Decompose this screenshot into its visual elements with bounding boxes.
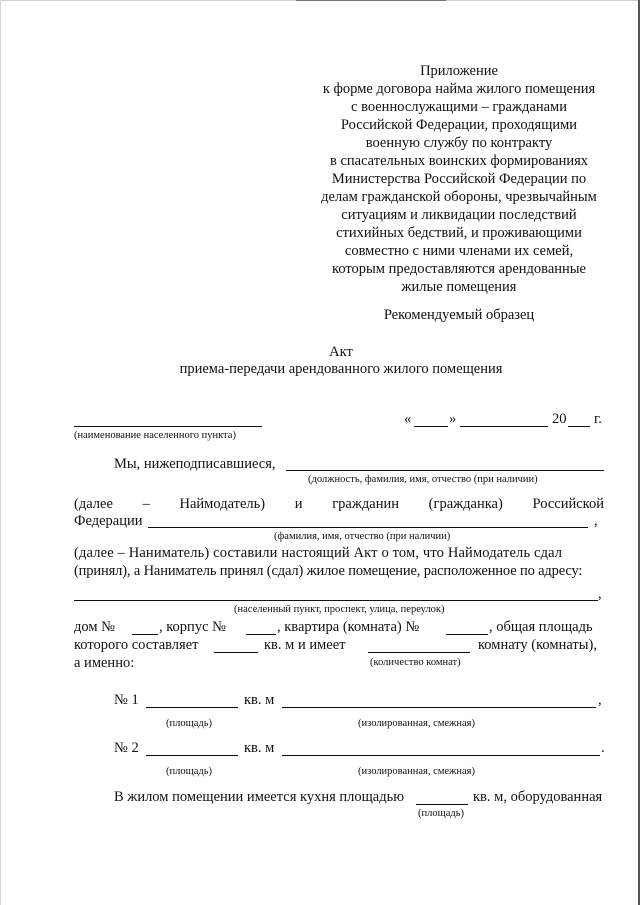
room1-comma: , — [598, 692, 602, 708]
room2-type-caption: (изолированная, смежная) — [358, 766, 475, 777]
header-line: военную службу по контракту — [365, 135, 553, 151]
house-number-field[interactable] — [132, 634, 158, 635]
date-quote-close: » — [449, 411, 457, 427]
total-area-label: , общая площадь — [489, 619, 593, 635]
scan-top-mark — [296, 0, 446, 1]
korpus-field[interactable] — [246, 634, 276, 635]
year-suffix: г. — [594, 411, 602, 427]
act-title: Акт — [329, 344, 353, 360]
room1-type-field[interactable] — [282, 707, 596, 708]
header-line: Министерства Российской Федерации по — [331, 171, 587, 187]
which-is-label: которого составляет — [74, 637, 199, 653]
rooms-caption: (количество комнат) — [370, 657, 461, 668]
fio-caption: (фамилия, имя, отчество (при наличии) — [274, 531, 451, 542]
scan-left-edge — [0, 0, 1, 905]
room2-area-field[interactable] — [146, 755, 238, 756]
year-prefix: 20 — [552, 411, 567, 427]
header-line: к форме договора найма жилого помещения — [322, 81, 596, 97]
header-line: жилые помещения — [401, 279, 517, 295]
apartment-label: , квартира (комната) № — [277, 619, 420, 635]
act-statement-line1: (далее – Наниматель) составили настоящий Акт о том, что Наймодатель сдал — [74, 545, 563, 561]
header-line: Приложение — [420, 63, 498, 79]
address-comma: , — [598, 586, 602, 602]
we-signed-text: Мы, нижеподписавшиеся, — [114, 456, 276, 472]
landlord-line — [74, 495, 604, 513]
room2-area-caption: (площадь) — [166, 766, 212, 777]
appendix-header — [300, 62, 618, 296]
total-area-field[interactable] — [214, 652, 258, 653]
kitchen-area-caption: (площадь) — [418, 808, 464, 819]
rooms-count-field[interactable] — [368, 652, 470, 653]
sample-note: Рекомендуемый образец — [383, 307, 535, 323]
year-field[interactable] — [568, 426, 590, 427]
tenant-name-field[interactable] — [148, 527, 588, 528]
comma: , — [594, 513, 598, 529]
place-field[interactable] — [74, 426, 262, 427]
sqm-has-label: кв. м и имеет — [264, 637, 346, 653]
landlord-word: Наймодатель) — [179, 496, 266, 512]
apartment-field[interactable] — [446, 634, 488, 635]
room2-period: . — [601, 740, 605, 756]
house-label: дом № — [74, 619, 115, 635]
month-field[interactable] — [460, 426, 548, 427]
address-caption: (населенный пункт, проспект, улица, переулок) — [234, 604, 445, 615]
place-caption: (наименование населенного пункта) — [74, 430, 236, 441]
room1-sqm: кв. м — [244, 692, 275, 708]
header-line: с военнослужащими – гражданами — [351, 99, 567, 115]
room2-sqm: кв. м — [244, 740, 275, 756]
korpus-label: , корпус № — [159, 619, 226, 635]
position-caption: (должность, фамилия, имя, отчество (при наличии) — [308, 474, 538, 485]
header-line: стихийных бедствий, и проживающими — [336, 225, 582, 241]
header-line: которым предоставляются арендованные — [332, 261, 586, 277]
room1-number: № 1 — [114, 692, 139, 708]
header-line: совместно с ними членами их семей, — [344, 243, 574, 259]
room2-type-field[interactable] — [282, 755, 600, 756]
room1-area-caption: (площадь) — [166, 718, 212, 729]
header-line: в спасательных воинских формированиях — [329, 153, 589, 169]
header-line: Российской Федерации, проходящими — [340, 117, 578, 133]
landlord-word: и — [294, 496, 303, 512]
landlord-name-field[interactable] — [286, 470, 604, 471]
header-line: делам гражданской обороны, чрезвычайным — [321, 189, 597, 205]
federation-text: Федерации — [74, 513, 143, 529]
kitchen-area-field[interactable] — [416, 804, 468, 805]
kitchen-text: В жилом помещении имеется кухня площадью — [114, 789, 405, 805]
act-statement-line2: (принял), а Наниматель принял (сдал) жилое помещение, расположенное по адресу: — [74, 563, 583, 579]
rooms-label: комнату (комнаты), — [478, 637, 597, 653]
room1-type-caption: (изолированная, смежная) — [358, 718, 475, 729]
header-line: ситуациям и ликвидации последствий — [341, 207, 577, 223]
room1-area-field[interactable] — [146, 707, 238, 708]
landlord-word: (далее — [74, 496, 113, 512]
kitchen-rest-text: кв. м, оборудованная — [473, 789, 603, 805]
date-quote-open: « — [404, 411, 412, 427]
namely-label: а именно: — [74, 655, 135, 671]
act-subtitle: приема-передачи арендованного жилого помещения — [179, 361, 503, 377]
landlord-word: Российской — [532, 496, 604, 512]
landlord-word: гражданин — [332, 496, 399, 512]
room2-number: № 2 — [114, 740, 139, 756]
address-field[interactable] — [74, 600, 598, 601]
landlord-word: (гражданка) — [428, 496, 503, 512]
day-field[interactable] — [414, 426, 448, 427]
landlord-word: – — [142, 496, 150, 512]
